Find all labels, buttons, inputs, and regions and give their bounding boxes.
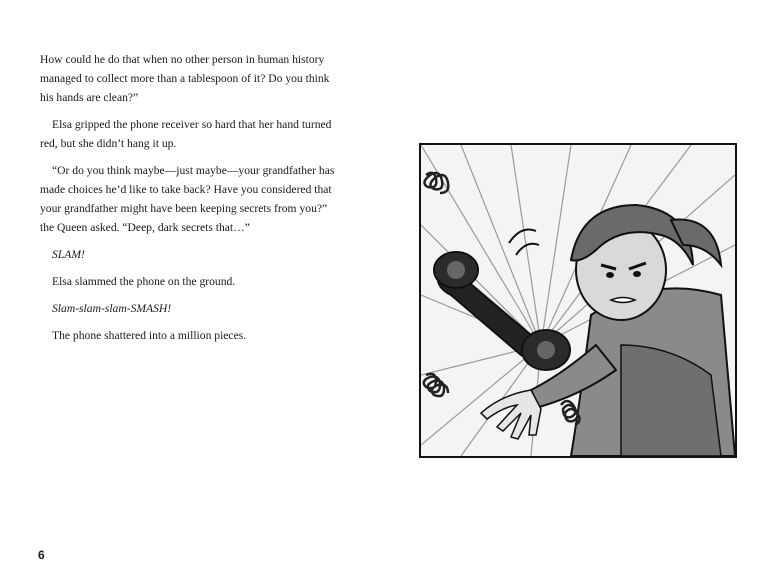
mouthpiece-grille: [537, 341, 555, 359]
paragraph-1: How could he do that when no other person in human history managed to collect more than a tablespoon of it? Do you think his hands are clean?”: [40, 53, 330, 104]
girl-hand: [481, 390, 541, 439]
phone-cord-top: [424, 173, 448, 193]
left-eye: [606, 272, 614, 278]
paragraph-4: SLAM!: [52, 248, 85, 261]
girl-slamming-phone-illustration: [421, 145, 735, 456]
paragraph-6: Slam-slam-slam-SMASH!: [52, 302, 172, 315]
motion-mark: [509, 230, 536, 244]
paragraph-7: The phone shattered into a million pieces.: [52, 329, 247, 342]
gritted-teeth: [611, 298, 635, 303]
right-eye: [633, 271, 641, 277]
page-number: 6: [38, 548, 45, 562]
phone-cord-bottom: [424, 374, 448, 396]
phone-receiver: [434, 252, 570, 370]
paragraph-5: Elsa slammed the phone on the ground.: [52, 275, 236, 288]
illustration-panel: [419, 143, 737, 458]
body-text: [40, 50, 336, 353]
paragraph-3: “Or do you think maybe—just maybe—your grandfather has made choices he’d like to take back? Have you considered that your grandfather might have been keeping secrets from you?” the Queen asked. “Deep, dark secrets that…”: [40, 164, 335, 234]
earpiece-grille: [447, 261, 465, 279]
paragraph-2: Elsa gripped the phone receiver so hard that her hand turned red, but she didn’t hang it up.: [40, 118, 332, 150]
